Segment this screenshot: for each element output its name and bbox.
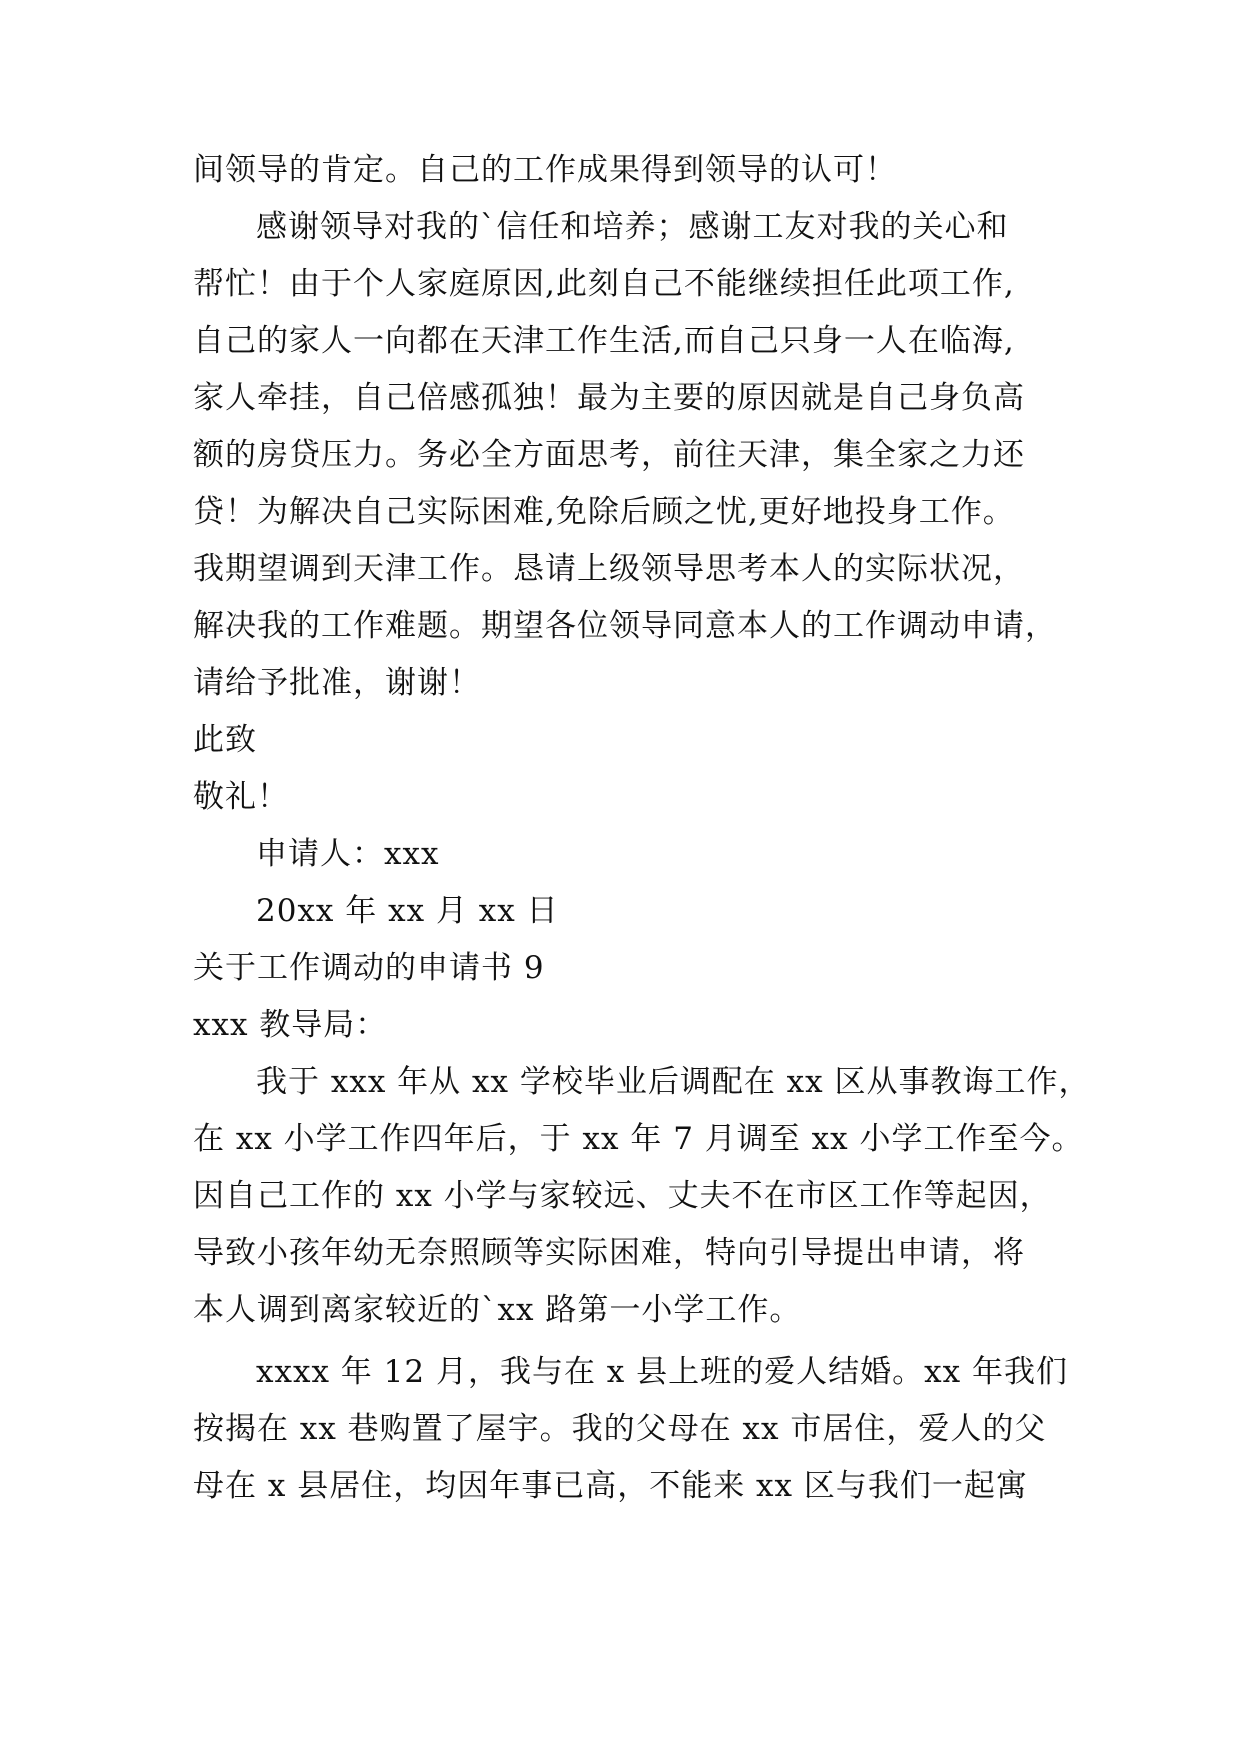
paragraph-line: 家人牵挂，自己倍感孤独！最为主要的原因就是自己身负高 <box>193 380 1025 416</box>
applicant-signature: 申请人：xxx <box>256 836 440 872</box>
paragraph-line: 本人调到离家较近的`xx 路第一小学工作。 <box>193 1292 802 1328</box>
paragraph-line: 在 xx 小学工作四年后，于 xx 年 7 月调至 xx 小学工作至今。 <box>193 1121 1084 1157</box>
paragraph-line: 帮忙！由于个人家庭原因,此刻自己不能继续担任此项工作, <box>193 266 1015 302</box>
paragraph-line: 贷！为解决自己实际困难,免除后顾之忧,更好地投身工作。 <box>193 494 1015 530</box>
paragraph-line: 导致小孩年幼无奈照顾等实际困难，特向引导提出申请，将 <box>193 1235 1025 1271</box>
section-title: 关于工作调动的申请书 9 <box>193 950 545 986</box>
closing-salutation: 此致 <box>193 722 257 758</box>
paragraph-line: 按揭在 xx 巷购置了屋宇。我的父母在 xx 市居住，爱人的父 <box>193 1411 1047 1447</box>
paragraph-line: 因自己工作的 xx 小学与家较远、丈夫不在市区工作等起因， <box>193 1178 1052 1214</box>
signature-date: 20xx 年 xx 月 xx 日 <box>256 893 559 929</box>
closing-regards: 敬礼！ <box>193 779 289 815</box>
paragraph-line: xxxx 年 12 月，我与在 x 县上班的爱人结婚。xx 年我们 <box>256 1354 1068 1390</box>
paragraph-line: 请给予批准，谢谢！ <box>193 665 481 701</box>
paragraph-line: 解决我的工作难题。期望各位领导同意本人的工作调动申请， <box>193 608 1057 644</box>
paragraph-line: 感谢领导对我的`信任和培养；感谢工友对我的关心和 <box>256 209 1009 245</box>
paragraph-line: 额的房贷压力。务必全方面思考，前往天津，集全家之力还 <box>193 437 1025 473</box>
paragraph-line: 自己的家人一向都在天津工作生活,而自己只身一人在临海, <box>193 323 1015 359</box>
paragraph-line: 间领导的肯定。自己的工作成果得到领导的认可！ <box>193 152 897 188</box>
paragraph-line: 母在 x 县居住，均因年事已高，不能来 xx 区与我们一起寓 <box>193 1468 1028 1504</box>
paragraph-line: 我期望调到天津工作。恳请上级领导思考本人的实际状况， <box>193 551 1025 587</box>
paragraph-line: 我于 xxx 年从 xx 学校毕业后调配在 xx 区从事教诲工作， <box>256 1064 1091 1100</box>
letter-recipient: xxx 教导局： <box>193 1007 388 1043</box>
